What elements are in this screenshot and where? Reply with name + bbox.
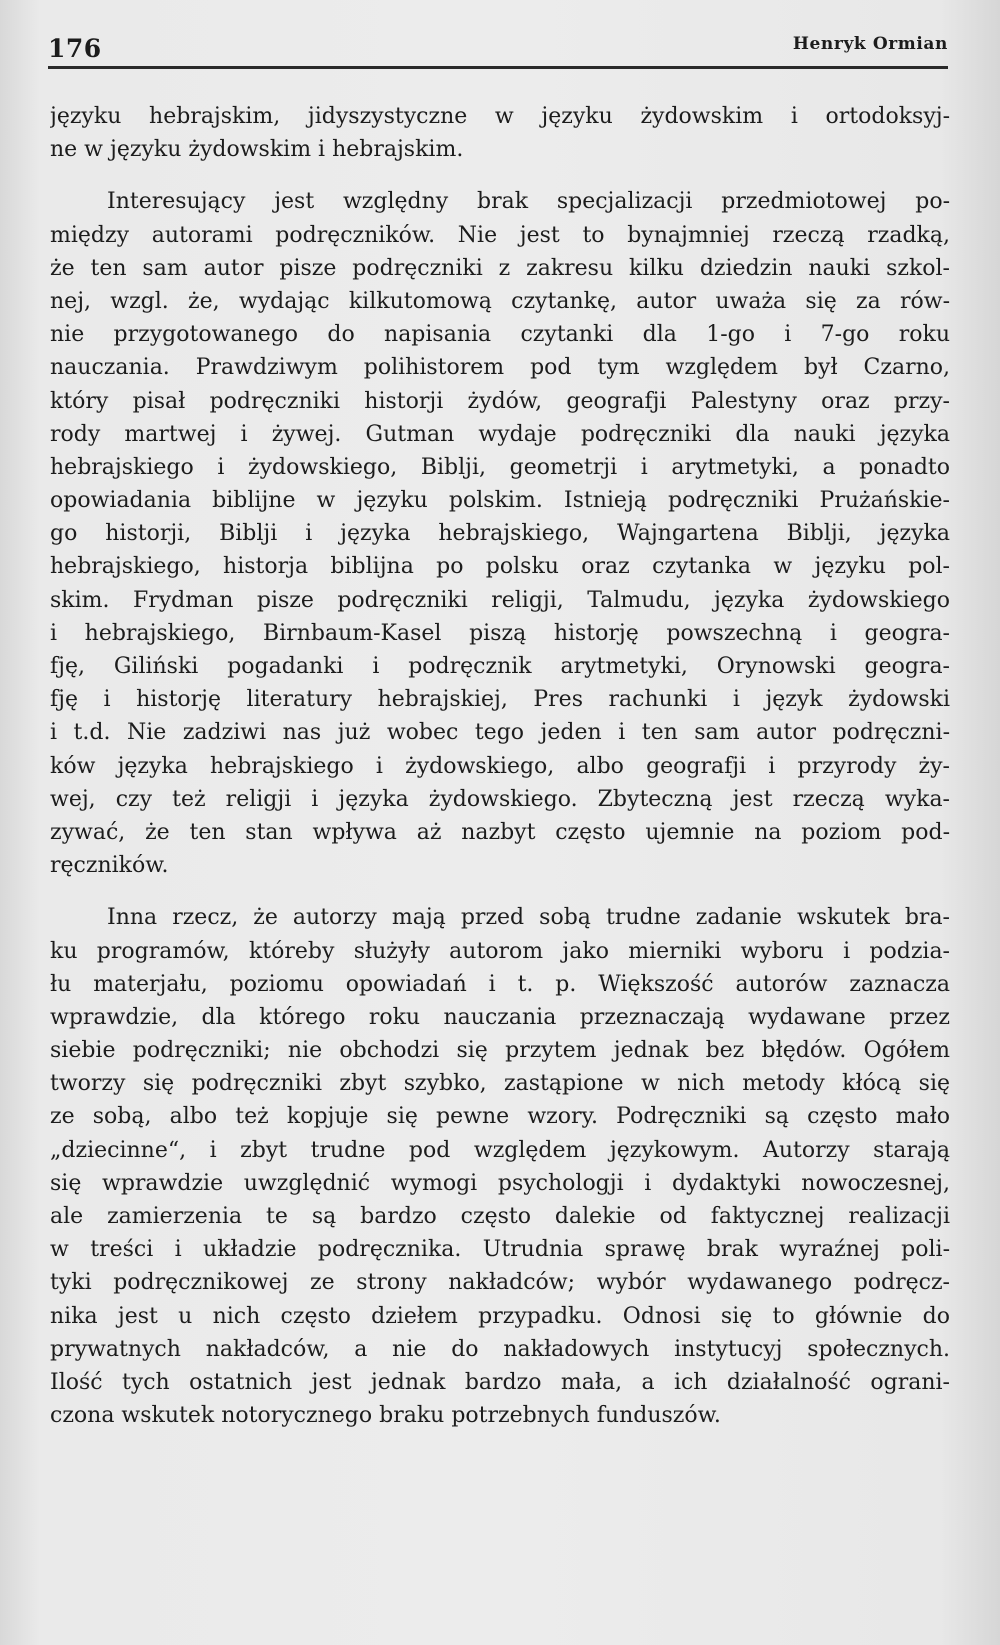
text-line: i t.d. Nie zadziwi nas już wobec tego jeden i ten sam autor podręczni- xyxy=(50,720,950,746)
text-line: nika jest u nich często dziełem przypadku. Odnosi się to głównie do xyxy=(50,1303,950,1329)
header-rule xyxy=(48,66,948,69)
text-line: go historji, Biblji i języka hebrajskiego, Wajngartena Biblji, języka xyxy=(50,521,950,547)
text-line: który pisał podręczniki historji żydów, geografji Palestyny oraz przy- xyxy=(50,388,950,414)
text-line: „dziecinne“, i zbyt trudne pod względem językowym. Autorzy starają xyxy=(50,1137,950,1163)
text-line: hebrajskiego i żydowskiego, Biblji, geometrji i arytmetyki, a ponadto xyxy=(50,454,950,480)
text-line: ale zamierzenia te są bardzo często dalekie od faktycznej realizacji xyxy=(50,1204,950,1229)
text-line: Inna rzecz, że autorzy mają przed sobą trudne zadanie wskutek bra- xyxy=(107,905,950,931)
text-line: tyki podręcznikowej ze strony nakładców; wybór wydawanego podręcz- xyxy=(50,1270,950,1296)
text-line: wprawdzie, dla którego roku nauczania przeznaczają wydawane przez xyxy=(50,1004,950,1030)
running-head-author: Henryk Ormian xyxy=(792,34,948,54)
text-line: fję i historję literatury hebrajskiej, Pres rachunki i język żydowski xyxy=(50,687,950,713)
paragraph xyxy=(50,100,950,166)
text-line: Ilość tych ostatnich jest jednak bardzo mała, a ich działalność ograni- xyxy=(50,1369,950,1395)
text-line: skim. Frydman pisze podręczniki religji, Talmudu, języka żydowskiego xyxy=(50,587,950,613)
text-line: między autorami podręczników. Nie jest to bynajmniej rzeczą rzadką, xyxy=(50,222,950,248)
text-line: rody martwej i żywej. Gutman wydaje podręczniki dla nauki języka xyxy=(50,421,950,447)
text-line: nie przygotowanego do napisania czytanki dla 1-go i 7-go roku xyxy=(50,322,950,348)
text-line: hebrajskiego, historja biblijna po polsku oraz czytanka w języku pol- xyxy=(50,554,950,580)
text-line: opowiadania biblijne w języku polskim. Istnieją podręczniki Prużańskie- xyxy=(50,488,950,514)
text-line: nej, wzgl. że, wydając kilkutomową czytankę, autor uważa się za rów- xyxy=(50,288,950,314)
paragraph xyxy=(50,901,950,1432)
text-line: fję, Giliński pogadanki i podręcznik arytmetyki, Orynowski geogra- xyxy=(50,654,950,679)
text-line: ręczników. xyxy=(50,853,169,879)
text-line: wej, czy też religji i języka żydowskiego. Zbyteczną jest rzeczą wyka- xyxy=(50,786,950,812)
text-line: w treści i układzie podręcznika. Utrudnia sprawę brak wyraźnej poli- xyxy=(50,1237,950,1263)
text-line: siebie podręczniki; nie obchodzi się przytem jednak bez błędów. Ogółem xyxy=(50,1038,950,1064)
text-line: języku hebrajskim, jidyszystyczne w języku żydowskim i ortodoksyj- xyxy=(50,104,950,129)
text-line: łu materjału, poziomu opowiadań i t. p. Większość autorów zaznacza xyxy=(50,971,950,997)
text-line: ze sobą, albo też kopjuje się pewne wzory. Podręczniki są często mało xyxy=(50,1104,950,1130)
body-text xyxy=(50,100,950,1432)
text-line: ków języka hebrajskiego i żydowskiego, albo geografji i przyrody ży- xyxy=(50,753,950,779)
text-line: i hebrajskiego, Birnbaum-Kasel piszą historję powszechną i geogra- xyxy=(50,620,950,646)
text-line: ne w języku żydowskim i hebrajskim. xyxy=(50,137,464,163)
page-number: 176 xyxy=(48,34,102,63)
text-line: tworzy się podręczniki zbyt szybko, zastąpione w nich metody kłócą się xyxy=(50,1071,950,1097)
text-line: nauczania. Prawdziwym polihistorem pod tym względem był Czarno, xyxy=(50,355,950,381)
text-line: Interesujący jest względny brak specjalizacji przedmiotowej po- xyxy=(107,189,950,215)
paragraph xyxy=(50,185,950,882)
text-line: się wprawdzie uwzględnić wymogi psychologji i dydaktyki nowoczesnej, xyxy=(50,1170,950,1196)
text-line: zywać, że ten stan wpływa aż nazbyt często ujemnie na poziom pod- xyxy=(50,819,950,845)
text-line: że ten sam autor pisze podręczniki z zakresu kilku dziedzin nauki szkol- xyxy=(50,255,950,281)
text-line: czona wskutek notorycznego braku potrzebnych funduszów. xyxy=(50,1403,721,1429)
page-header xyxy=(48,30,948,64)
text-line: ku programów, któreby służyły autorom jako mierniki wyboru i podzia- xyxy=(50,938,950,964)
text-line: prywatnych nakładców, a nie do nakładowych instytucyj społecznych. xyxy=(50,1336,950,1362)
